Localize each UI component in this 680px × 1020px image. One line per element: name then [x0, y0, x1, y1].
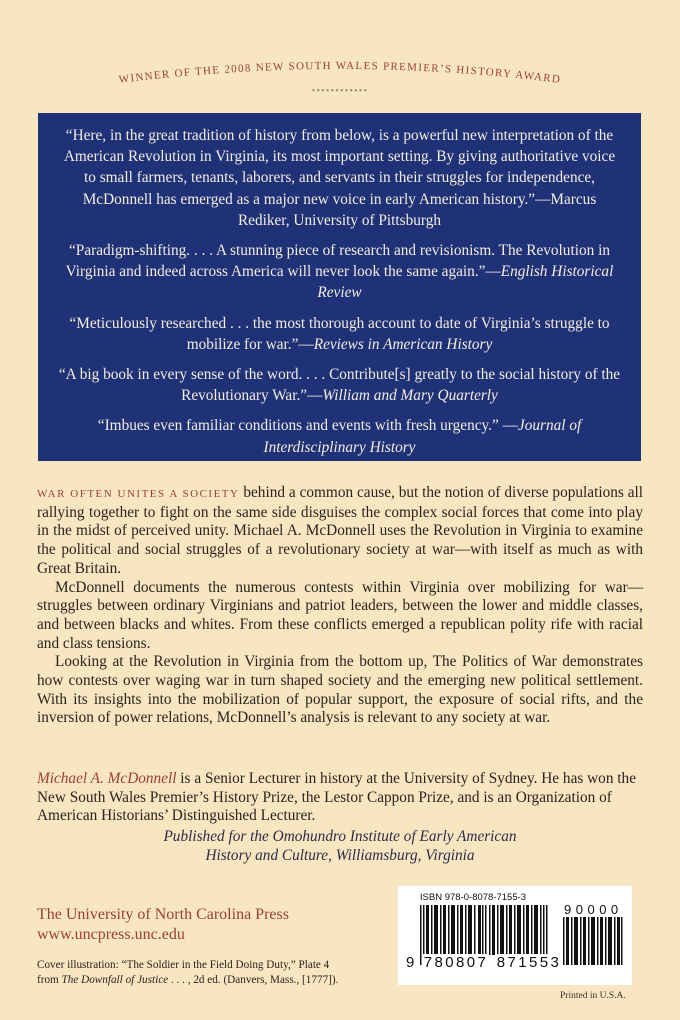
isbn-label: ISBN 978-0-8078-7155-3 [419, 892, 527, 903]
review-source: English Historical Review [317, 263, 614, 302]
barcode-addon-bars-icon [563, 917, 623, 965]
publisher-url: www.uncpress.unc.edu [37, 926, 185, 943]
cover-illustration-credit: Cover illustration: “The Soldier in the Field Doing Duty,” Plate 4 from The Downfall of Justice . . . , 2d ed. (Danvers, Mass., [1777]). [37, 959, 339, 986]
review-quote: “Meticulously researched . . . the most thorough account to date of Virginia’s struggle to mobilize for war.”—Reviews in American History [69, 314, 610, 353]
svg-text:WINNER OF THE 2008 NEW SOUTH W: WINNER OF THE 2008 NEW SOUTH WALES PREMIER’S HISTORY AWARD [118, 59, 562, 86]
review-quote: “A big book in every sense of the word. . . . Contribute[s] greatly to the social history of the Revolutionary War.”—William and Mary Quarterly [58, 366, 621, 405]
published-for: Published for the Omohundro Institute of Early American History and Culture, Williamsburg, Virginia [163, 828, 517, 864]
review-quotes-panel [38, 113, 641, 461]
review-quote: “Paradigm-shifting. . . . A stunning piece of research and revisionism. The Revolution in Virginia and indeed across America will never look the same again.”—English Historical Review [65, 242, 614, 302]
description-paragraph: McDonnell documents the numerous contests within Virginia over mobilizing for war—struggles between ordinary Virginians and patriot leaders, between the lower and middle classes, and between blacks and whites. From these conflicts emerged a republican polity rife with racial and class tensions. [37, 578, 643, 652]
review-source: Reviews in American History [313, 335, 493, 353]
printed-in-usa: Printed in U.S.A. [560, 991, 626, 1001]
source-title: The Downfall of Justice [61, 973, 169, 986]
description-paragraph: WAR OFTEN UNITES A SOCIETY behind a common cause, but the notion of diverse populations all rallying together to fight on the same side disguises the complex social forces that come into play in the midst of perceived unity. Michael A. McDonnell uses the Revolution in Virginia to examine the political and social struggles of a revolutionary society at war—with itself as much as with Great Britain. [37, 484, 644, 577]
review-quote: “Imbues even familiar conditions and events with fresh urgency.” —Journal of Interdisciplinary History [97, 417, 582, 456]
book-description [37, 484, 643, 728]
isbn-barcode [398, 886, 632, 985]
review-source: Journal of Interdisciplinary History [263, 417, 582, 456]
review-source: William and Mary Quarterly [322, 387, 498, 405]
publisher-name: The University of North Carolina Press [37, 906, 289, 923]
lead-in-smallcaps: WAR OFTEN UNITES A SOCIETY [37, 488, 240, 500]
description-paragraph: Looking at the Revolution in Virginia from the bottom up, The Politics of War demonstrates how contests over waging war in turn shaped society and the emerging new political settlement. With its insights into the mobilization of popular support, the exposure of social rifts, and the inversion of power relations, McDonnell’s analysis is relevant to any society at war. [37, 653, 643, 727]
review-source: Marcus Rediker, University of Pittsburgh [237, 190, 597, 229]
barcode-addon-digits: 90000 [564, 902, 623, 917]
author-name: Michael A. McDonnell [37, 770, 177, 787]
publisher-info [37, 905, 289, 945]
ornament-dots: •••••••••••• [311, 86, 369, 97]
barcode-digits: 9 780807 871553 [406, 954, 562, 971]
author-bio: Michael A. McDonnell is a Senior Lecturer in history at the University of Sydney. He has won the New South Wales Premier’s History Prize, the Lestor Cappon Prize, and is an Organization of American Historians’ Distinguished Lecturer. [37, 770, 636, 825]
review-quote: “Here, in the great tradition of history from below, is a powerful new interpretation of the American Revolution in Virginia, its most important setting. By giving authoritative voice to small farmers, tenants, laborers, and servants in their struggles for independence, McDonnell has emerged as a major new voice in early American history.”—Marcus Rediker, University of Pittsburgh [63, 127, 616, 229]
